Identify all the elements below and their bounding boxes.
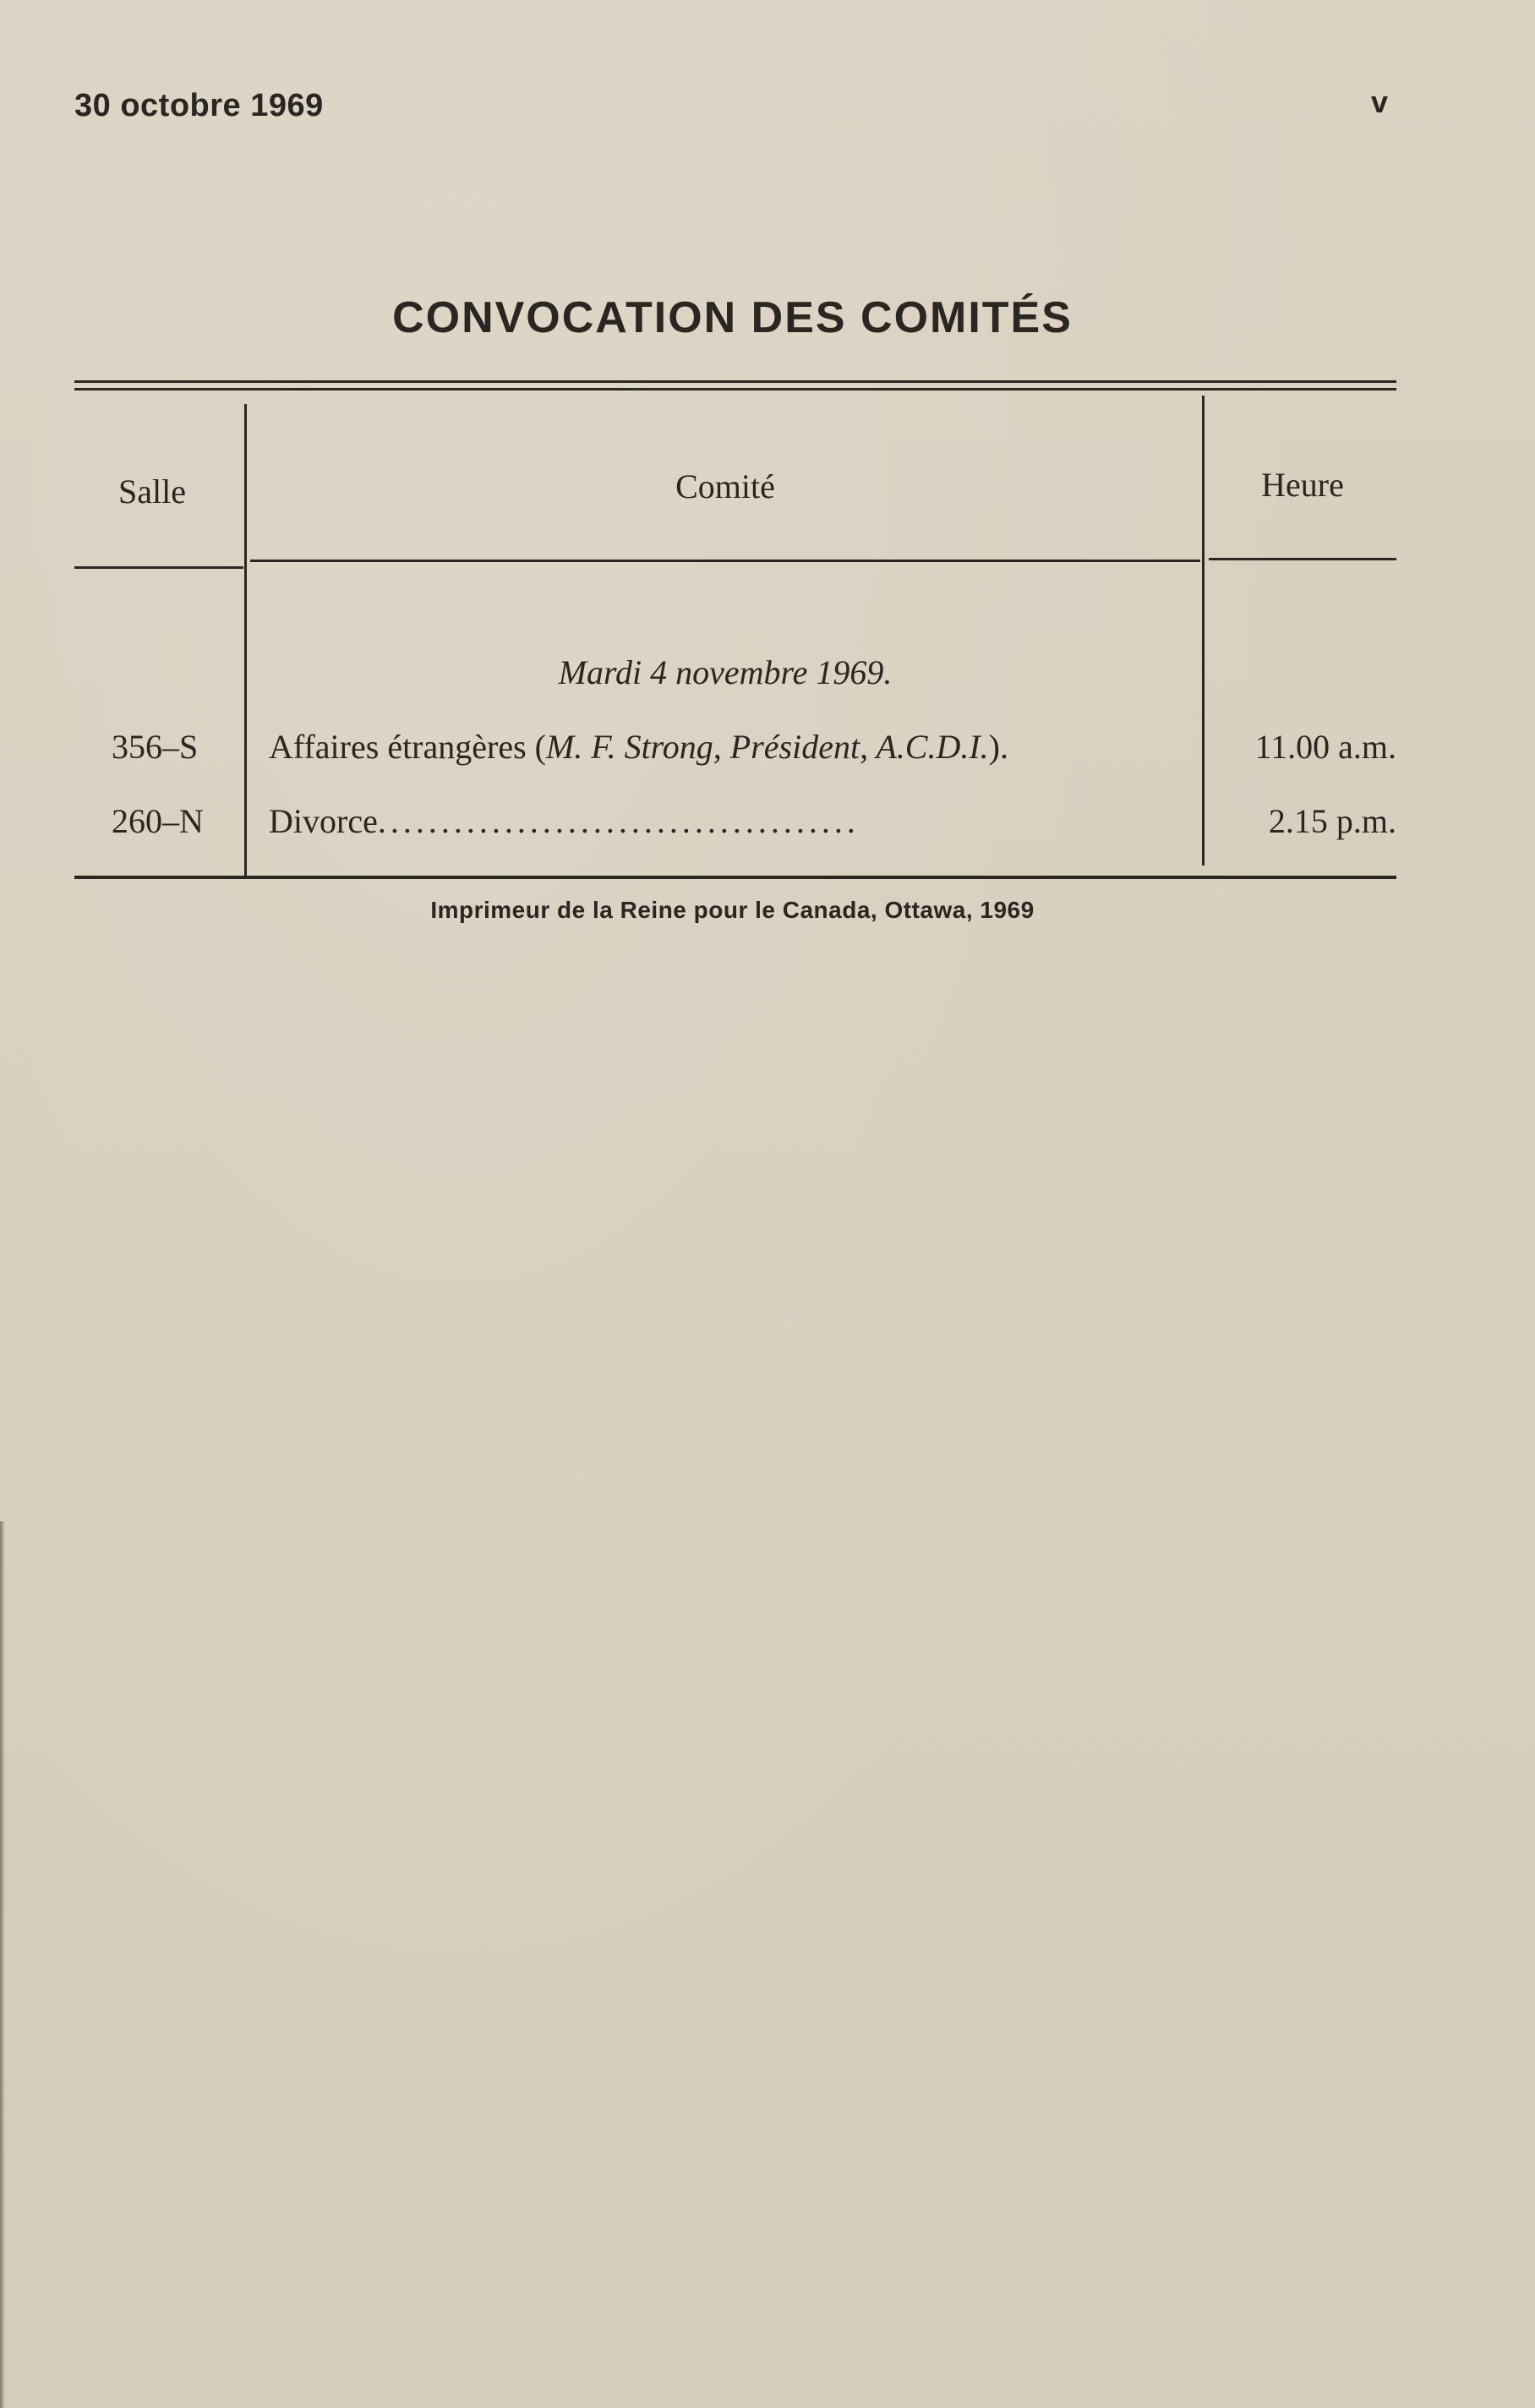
column-header-comite: Comité bbox=[675, 467, 775, 505]
table-bottom-rule bbox=[74, 876, 1396, 879]
row-salle: 356–S bbox=[112, 728, 199, 766]
header-page-number: v bbox=[1371, 85, 1389, 119]
row-comite bbox=[269, 801, 1186, 841]
header-rule-salle bbox=[74, 566, 243, 569]
header-rule-comite bbox=[250, 560, 1200, 562]
header-date: 30 octobre 1969 bbox=[74, 88, 324, 123]
row-heure: 11.00 a.m. bbox=[1254, 728, 1396, 766]
dot-leaders: ...................................... bbox=[377, 802, 860, 840]
title-rule-bottom bbox=[74, 388, 1396, 390]
comite-suffix: ). bbox=[988, 728, 1008, 766]
column-divider-2 bbox=[1202, 396, 1205, 865]
column-header-salle: Salle bbox=[118, 472, 186, 511]
comite-name: Divorce bbox=[269, 802, 378, 840]
document-title: CONVOCATION DES COMITÉS bbox=[392, 293, 1073, 342]
comite-witness: M. F. Strong, Président, A.C.D.I. bbox=[545, 728, 989, 766]
comite-name: Affaires étrangères ( bbox=[269, 728, 546, 766]
column-header-heure: Heure bbox=[1261, 466, 1344, 504]
title-rule-top bbox=[74, 380, 1396, 383]
printer-imprint: Imprimeur de la Reine pour le Canada, Ottawa, 1969 bbox=[430, 897, 1035, 923]
row-comite bbox=[269, 727, 1186, 767]
page-edge-shadow bbox=[0, 1521, 5, 2408]
header-rule-heure bbox=[1209, 558, 1396, 560]
section-date: Mardi 4 novembre 1969. bbox=[558, 653, 893, 691]
row-salle: 260–N bbox=[112, 802, 204, 840]
column-divider-1 bbox=[244, 404, 247, 876]
row-heure: 2.15 p.m. bbox=[1268, 802, 1396, 840]
